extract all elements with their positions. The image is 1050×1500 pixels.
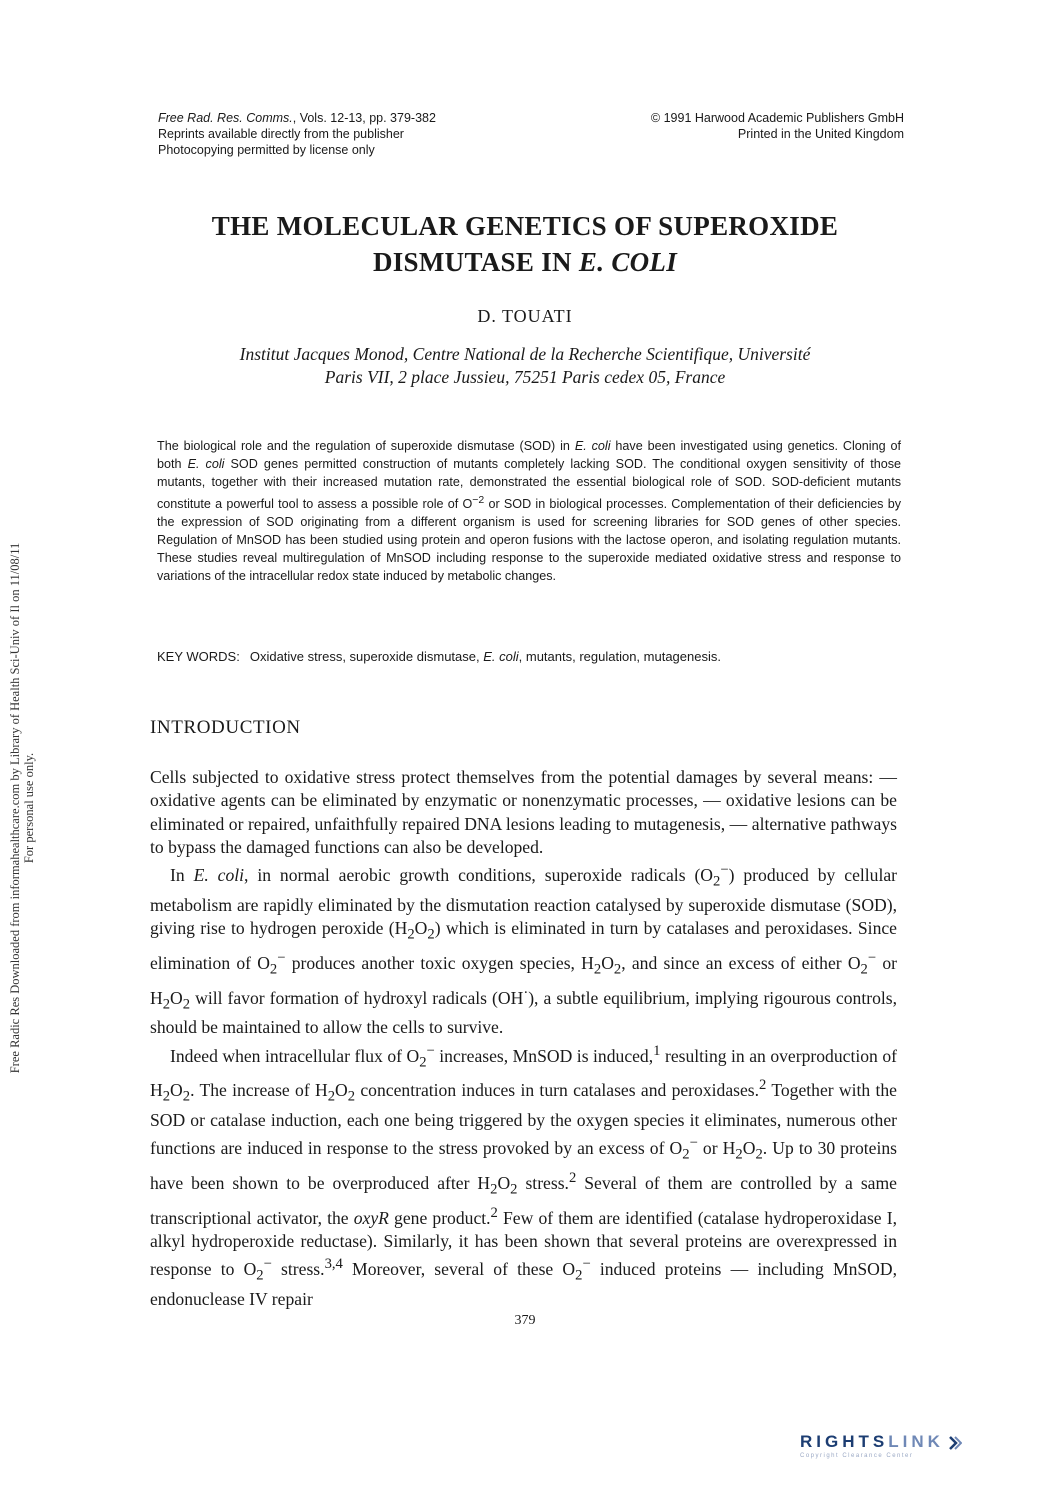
superscript: − xyxy=(720,862,729,879)
rightslink-wordmark xyxy=(800,1432,1030,1452)
abstract-superscript: −2 xyxy=(472,494,485,506)
rightslink-tagline: Copyright Clearance Center xyxy=(800,1453,914,1459)
running-header-left xyxy=(158,110,436,158)
subscript: 2 xyxy=(860,961,868,978)
subscript: 2 xyxy=(613,961,622,978)
affiliation-line1: Institut Jacques Monod, Centre National de la Recherche Scientifique, Université xyxy=(239,344,811,364)
subscript: 2 xyxy=(575,1267,583,1284)
keywords xyxy=(157,648,901,666)
subscript: 2 xyxy=(256,1267,264,1284)
subscript: 2 xyxy=(419,1053,427,1070)
superscript: − xyxy=(867,949,877,966)
text: , in normal aerobic growth conditions, superoxide radicals (O xyxy=(244,865,714,886)
paragraph-3 xyxy=(150,1040,897,1311)
section-heading-introduction: INTRODUCTION xyxy=(150,717,301,738)
journal-citation xyxy=(158,110,436,126)
text: ) produced by cellular metabolism are rapidly eliminated by the dismutation reaction catalysed by superoxide dismutase (SOD), giving rise to hydrogen peroxide (H xyxy=(150,865,898,939)
subscript: 2 xyxy=(182,1088,191,1105)
running-header-right xyxy=(651,110,904,142)
citation-ref: 2 xyxy=(490,1204,498,1221)
subscript: 2 xyxy=(427,926,435,943)
rightslink-chevron-icon xyxy=(946,1435,962,1451)
subscript: 2 xyxy=(713,873,721,890)
citation-ref: 3,4 xyxy=(324,1256,343,1273)
paragraph-1: Cells subjected to oxidative stress protect themselves from the potential damages by several means: — oxidative agents can be eliminated by enzymatic or nonenzymatic processes, — oxidative lesions can be eliminated or repaired, unfaithfully repaired DNA lesions leading to mutagenesis, — alternative pathways to bypass the damaged functions can also be developed. xyxy=(150,767,897,857)
text: In xyxy=(170,865,194,886)
organism: E. coli xyxy=(193,865,245,886)
superscript: − xyxy=(689,1135,698,1152)
author-name: D. TOUATI xyxy=(477,306,573,326)
text: or H xyxy=(697,1138,736,1159)
text: Several of them are controlled by a same transcriptional activator, the xyxy=(150,1172,897,1228)
text: O xyxy=(335,1080,348,1101)
text: . Up to 30 proteins have been shown to be overproduced after H xyxy=(150,1138,897,1193)
subscript: 2 xyxy=(182,996,191,1013)
citation-ref: 2 xyxy=(568,1169,577,1186)
abstract-organism: E. coli xyxy=(574,439,611,453)
text: Indeed when intracellular flux of O xyxy=(170,1045,420,1066)
page-number: 379 xyxy=(514,1313,536,1328)
photocopy-note: Photocopying permitted by license only xyxy=(158,143,375,157)
text: Together with the SOD or catalase induction, each one being triggered by the oxygen species it eliminates, numerous other functions are induced in response to the stress provoked by an excess of O xyxy=(150,1080,897,1159)
download-stamp-line2: For personal use only. xyxy=(22,752,36,864)
reprints-note: Reprints available directly from the publisher xyxy=(158,127,404,141)
text: O xyxy=(414,918,428,939)
download-stamp xyxy=(8,388,36,1228)
text: ), a subtle equilibrium, implying rigourous controls, should be maintained to allow the cells to survive. xyxy=(150,987,897,1038)
superscript: − xyxy=(426,1042,435,1059)
rightslink-logo[interactable] xyxy=(800,1432,1030,1472)
subscript: 2 xyxy=(735,1146,743,1163)
text: stress. xyxy=(517,1172,569,1193)
copyright-note: © 1991 Harwood Academic Publishers GmbH xyxy=(650,111,904,125)
article-title-line1: THE MOLECULAR GENETICS OF SUPEROXIDE xyxy=(211,211,839,241)
subscript: 2 xyxy=(407,926,415,943)
author-affiliation xyxy=(150,343,900,389)
text: . The increase of H xyxy=(190,1080,328,1101)
text: induced proteins — including MnSOD, endonuclease IV repair xyxy=(150,1258,897,1309)
superscript: − xyxy=(277,949,286,966)
journal-abbreviation: Free Rad. Res. Comms. xyxy=(158,111,293,125)
subscript: 2 xyxy=(490,1181,498,1198)
title-plain: DISMUTASE IN xyxy=(372,247,579,277)
volume-pages: , Vols. 12-13, pp. 379-382 xyxy=(292,111,436,125)
article-title-line2 xyxy=(150,244,900,280)
article-title xyxy=(150,208,900,280)
paragraph-2 xyxy=(150,859,897,1039)
text: increases, MnSOD is induced, xyxy=(434,1045,654,1066)
abstract-text: The biological role and the regulation of superoxide dismutase (SOD) in xyxy=(157,439,575,453)
rightslink-word-rights: RIGHTS xyxy=(800,1432,889,1451)
keywords-text: , mutants, regulation, mutagenesis. xyxy=(518,649,721,664)
abstract-text: SOD genes permitted construction of mutants completely lacking SOD. The conditional oxygen sensitivity of those mutants, together with their increased mutation rate, demonstrated the essential biological role of SOD. SOD-deficient mutants constitute a powerful tool to assess a possible role of O xyxy=(157,457,902,512)
subscript: 2 xyxy=(682,1146,690,1163)
abstract-organism: E. coli xyxy=(187,457,225,471)
text: concentration induces in turn catalases and peroxidases. xyxy=(355,1080,760,1101)
text: O xyxy=(497,1172,511,1193)
text: O xyxy=(170,1080,183,1101)
citation-ref: 2 xyxy=(759,1077,767,1094)
superscript: − xyxy=(582,1256,591,1273)
text: gene product. xyxy=(388,1207,491,1228)
download-stamp-line1: Free Radic Res Downloaded from informahealthcare.com by Library of Health Sci-Univ of Il on 11/08/11 xyxy=(8,542,22,1074)
subscript: 2 xyxy=(162,996,171,1013)
subscript: 2 xyxy=(593,961,602,978)
abstract-text: or SOD in biological processes. Complementation of their deficiencies by the expression of SOD originating from a different organism is used for screening libraries for SOD genes of other species. Regulation of MnSOD has been studied using protein and operon fusions with the lactose operon, and isolating regulation mutants. These studies reveal multiregulation of MnSOD including response to the superoxide mediated oxidative stress and response to variations of the intracellular redox state induced by metabolic changes. xyxy=(157,497,901,584)
text: Few of them are identified (catalase hydroperoxidase I, alkyl hydroperoxide reductase). Similarly, it has been shown that several proteins are overexpressed in response to O xyxy=(150,1207,897,1279)
keywords-label: KEY WORDS: xyxy=(157,649,240,664)
citation-ref: 1 xyxy=(653,1042,661,1059)
subscript: 2 xyxy=(327,1088,336,1105)
subscript: 2 xyxy=(755,1146,763,1163)
subscript: 2 xyxy=(269,961,278,978)
text: resulting in an overproduction of H xyxy=(150,1045,897,1101)
printed-note: Printed in the United Kingdom xyxy=(737,127,904,141)
affiliation-line2: Paris VII, 2 place Jussieu, 75251 Paris cedex 05, France xyxy=(324,367,726,387)
text: Moreover, several of these O xyxy=(342,1258,576,1279)
text: ) which is eliminated in turn by catalases and peroxidases. Since elimination of O xyxy=(150,918,897,973)
text: O xyxy=(742,1138,756,1159)
subscript: 2 xyxy=(162,1088,171,1105)
text: O xyxy=(170,987,183,1008)
body-text xyxy=(150,766,897,1311)
superscript: − xyxy=(263,1256,272,1273)
abstract xyxy=(157,437,901,585)
text: will favor formation of hydroxyl radicals (OH xyxy=(190,987,524,1008)
keywords-organism: E. coli xyxy=(483,649,519,664)
text: produces another toxic oxygen species, H xyxy=(285,952,594,973)
text: O xyxy=(601,952,614,973)
rightslink-word-link: LINK xyxy=(888,1432,944,1451)
gene-name: oxyR xyxy=(353,1207,389,1228)
text: stress. xyxy=(271,1258,325,1279)
text: or H xyxy=(150,952,897,1008)
superscript: · xyxy=(523,984,529,1001)
abstract-text: have been investigated using genetics. Cloning of both xyxy=(157,439,901,471)
text: , and since an excess of either O xyxy=(621,952,861,973)
subscript: 2 xyxy=(510,1181,518,1198)
title-organism: E. COLI xyxy=(578,247,678,277)
keywords-text: Oxidative stress, superoxide dismutase, xyxy=(249,649,484,664)
subscript: 2 xyxy=(347,1088,356,1105)
